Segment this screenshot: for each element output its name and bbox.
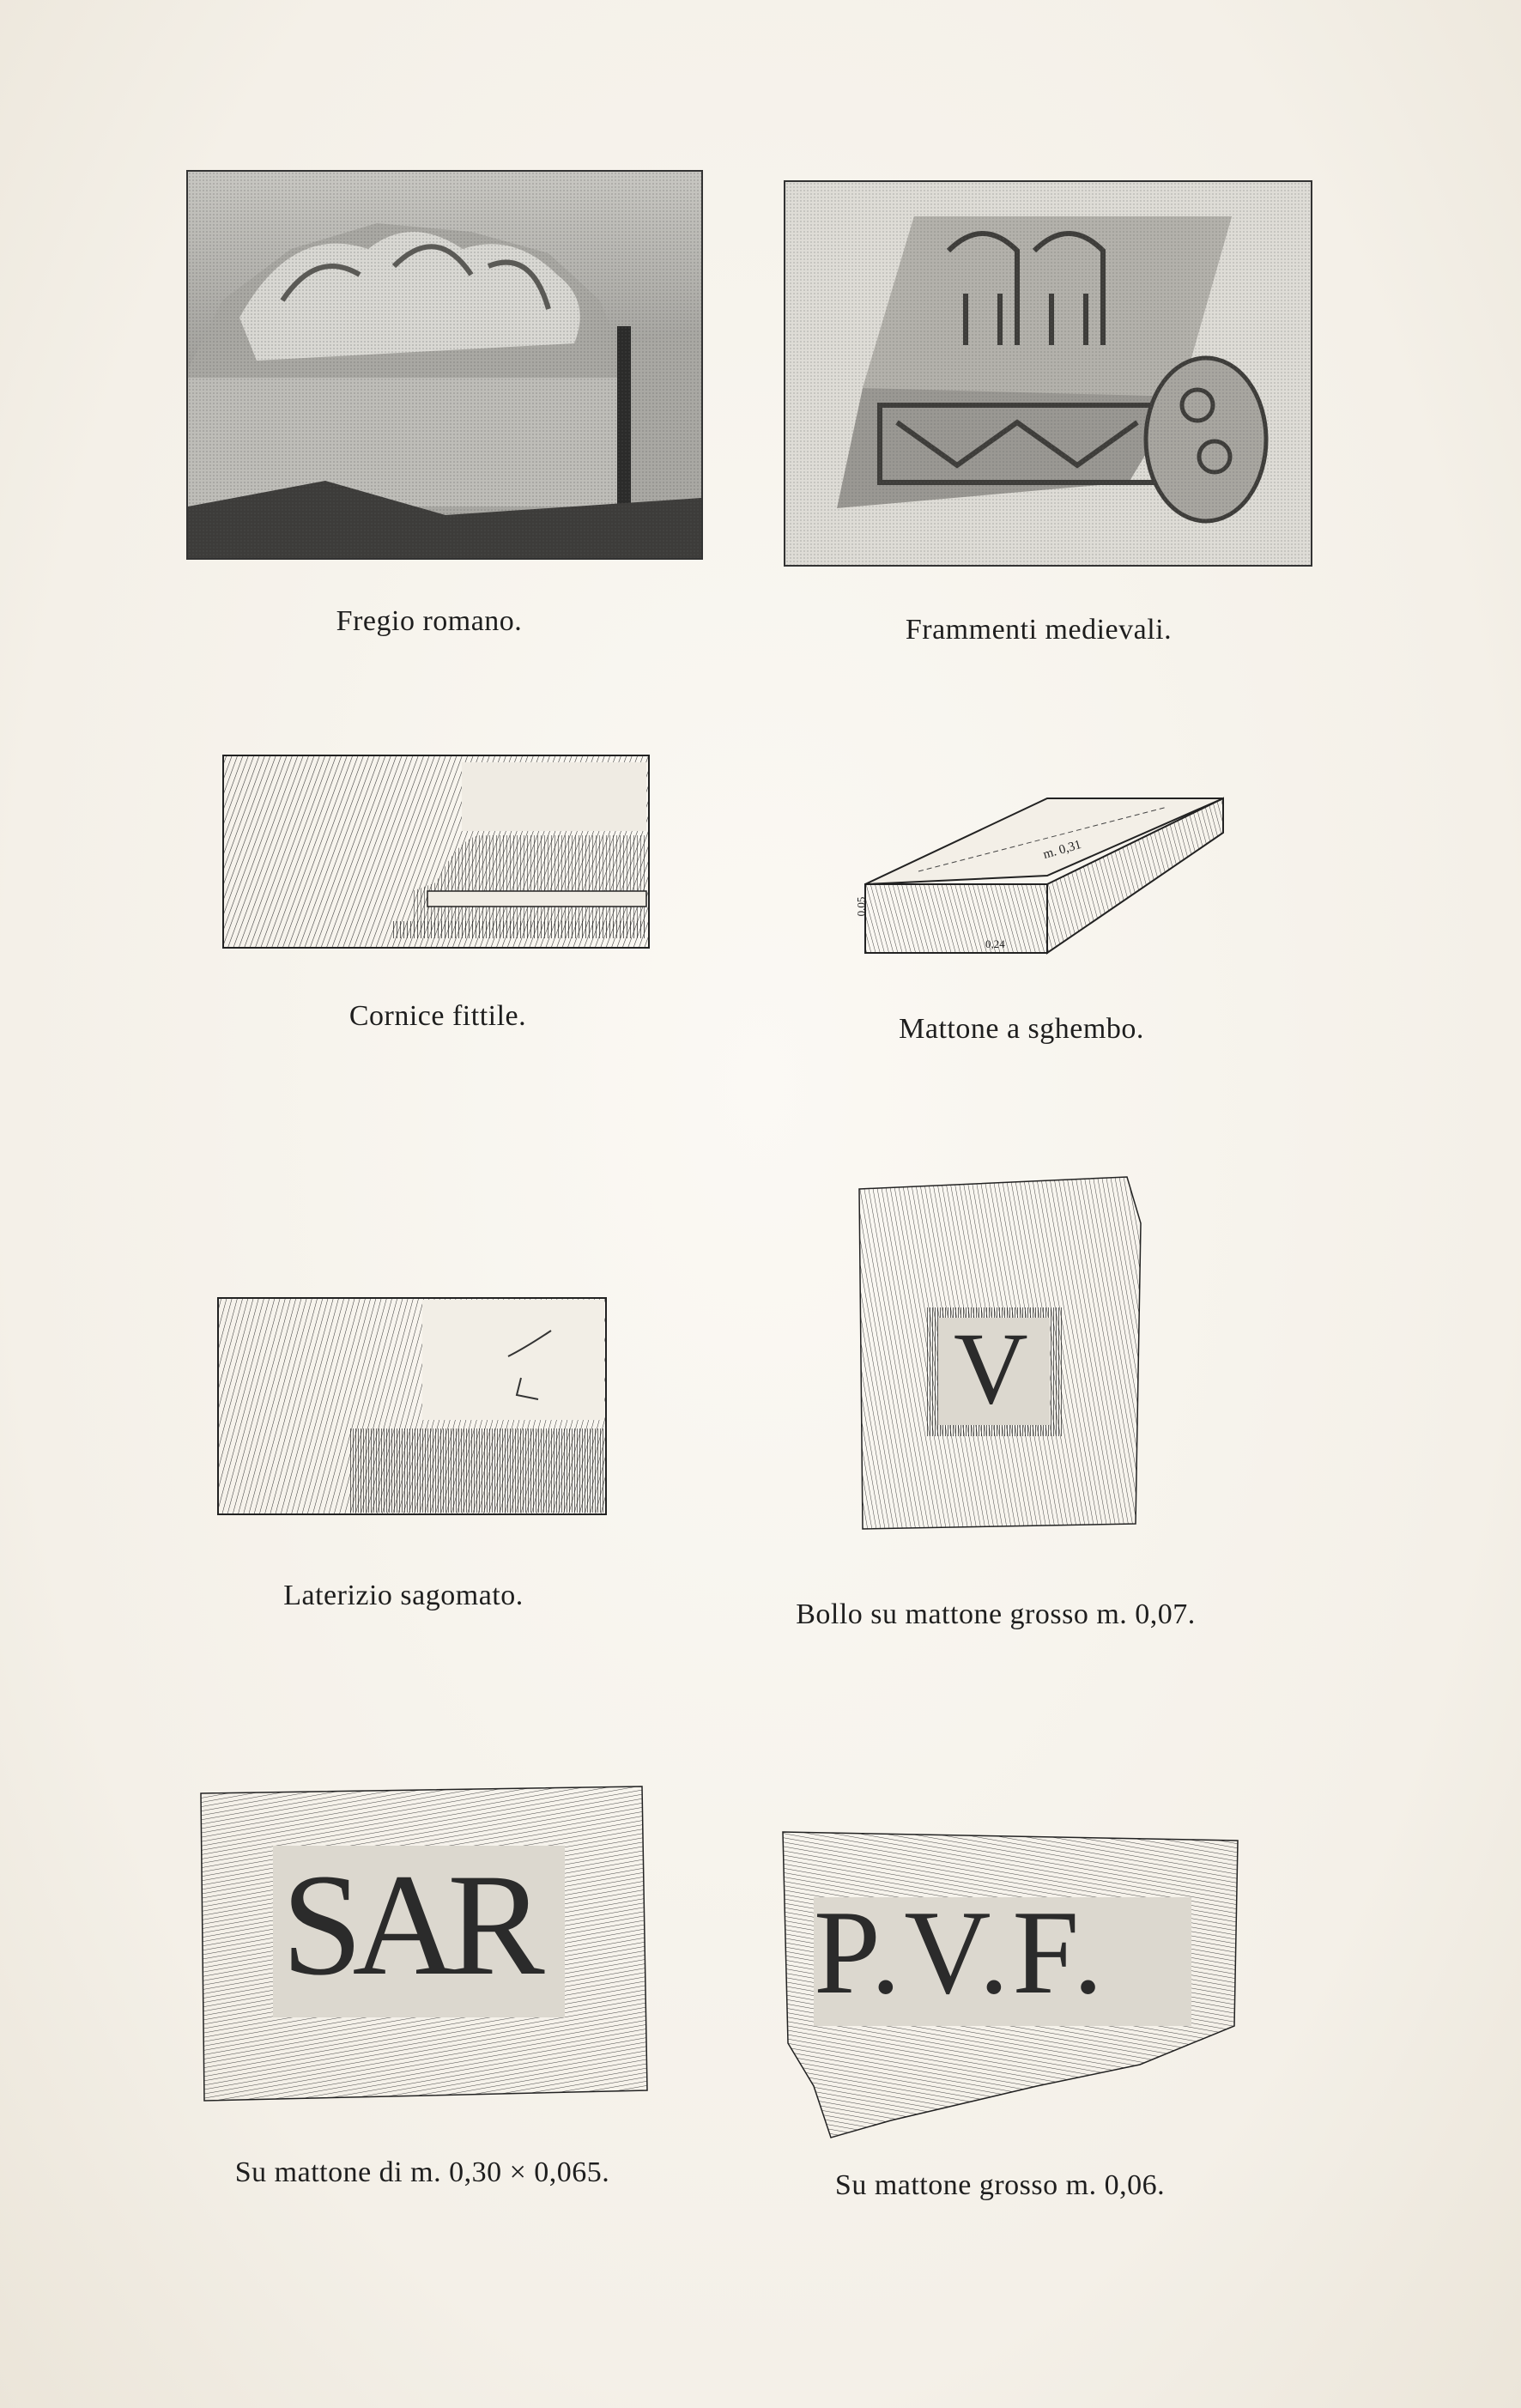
stamp-letters-pvf: P.V.F. (814, 1886, 1107, 2019)
dimension-length-label: m. 0,31 (1041, 838, 1083, 862)
mattone-sghembo-engraving (854, 790, 1227, 953)
cornice-fittile-engraving (221, 754, 651, 949)
caption-mattone-sghembo: Mattone a sghembo. (899, 1013, 1144, 1045)
caption-laterizio-sagomato: Laterizio sagomato. (283, 1580, 524, 1611)
frammenti-medievali-photo (784, 180, 1312, 567)
caption-bollo-sar: Su mattone di m. 0,30 × 0,065. (234, 2156, 610, 2188)
fregio-romano-photo (186, 170, 703, 560)
caption-bollo-pvf: Su mattone grosso m. 0,06. (834, 2169, 1166, 2201)
bollo-sar-engraving (196, 1781, 651, 2106)
stamp-letter-v: V (954, 1311, 1028, 1425)
dimension-height-label: 0,05 (854, 896, 868, 917)
bollo-v-engraving (852, 1172, 1144, 1534)
bollo-pvf-engraving (779, 1829, 1241, 2138)
dimension-width-label: 0,24 (985, 937, 1005, 950)
caption-bollo-v: Bollo su mattone grosso m. 0,07. (796, 1598, 1196, 1630)
laterizio-sagomato-engraving (216, 1296, 608, 1516)
caption-fregio-romano: Fregio romano. (336, 605, 523, 637)
caption-cornice-fittile: Cornice fittile. (348, 1000, 527, 1032)
stamp-letters-sar: SAR (282, 1844, 535, 2005)
caption-frammenti-medievali: Frammenti medievali. (905, 614, 1173, 646)
